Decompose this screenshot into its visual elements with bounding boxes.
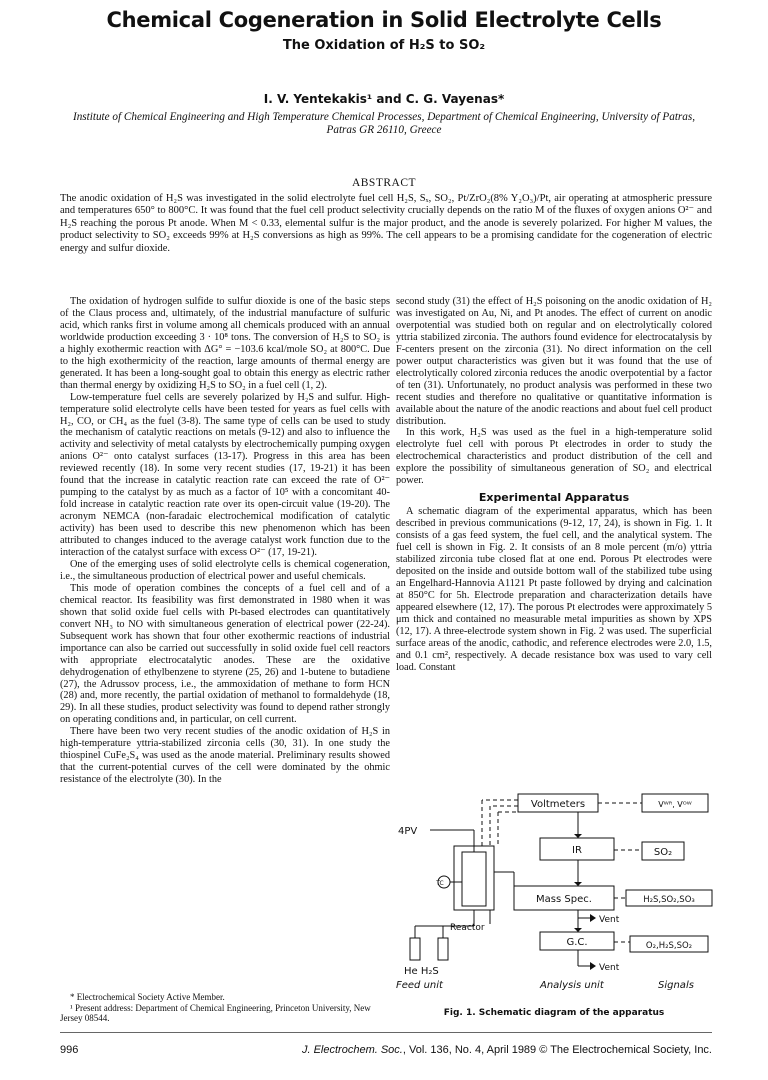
footnote: * Electrochemical Society Active Member. xyxy=(70,992,225,1002)
figure-caption: Fig. 1. Schematic diagram of the apparatus xyxy=(443,1008,665,1018)
signal-ms-label: H₂S,SO₂,SO₃ xyxy=(643,895,695,905)
paper-title: Chemical Cogeneration in Solid Electrolyte Cells xyxy=(106,8,662,32)
journal-citation xyxy=(302,1044,712,1056)
tc-label: TC xyxy=(436,880,444,887)
gc-label: G.C. xyxy=(566,937,588,948)
right-paragraph: second study (31) the effect of H₂S poisoning on the anodic oxidation of H₂ was investigated on Au, Ni, and Pt anodes. The effect of current on anodic overpotential was studied both on regular and on electrolytically colored yttria stabilized zirconia. The authors found evidence for electrocatalysis by F-centers present on the zirconia (31). No direct information on the cell power output characteristics was given but it was found that the use of electrolytically colored zirconia reduces the anodic overpotential by a factor of ten (31). Unfortunately, no product analysis was performed in these two recent studies and therefore no qualitative or quantitative information is available about the nature of the anodic reactions and about fuel cell product distribution. xyxy=(396,296,712,427)
mass-spec-label: Mass Spec. xyxy=(536,894,592,905)
figure-schematic xyxy=(390,790,720,1018)
analysis-unit-label: Analysis unit xyxy=(540,980,604,991)
ir-label: IR xyxy=(572,845,582,856)
vent-label-1: Vent xyxy=(599,915,620,925)
page-number: 996 xyxy=(60,1044,79,1056)
abstract-text: The anodic oxidation of H₂S was investigated in the solid electrolyte fuel cell H₂S, Sₓ, SO₂, Pt/ZrO₂(8% Y₂O₃)/Pt, air operating at atmospheric pressure and temperatures 650° to 800°C. It was found that the fuel cell product selectivity crucially depends on the ratio M of the fluxes of oxygen anions O²⁻ and H₂S reaching the porous Pt anode. When M < 0.33, elemental sulfur is the major product, and the anode is severely polarized. For higher M values, the product selectivity to SO₂ exceeds 99% at H₂S conversions as high as 99%. The cell appears to be a promising candidate for the cogeneration of electric energy and sulfur dioxide. xyxy=(60,193,712,254)
abstract-heading: ABSTRACT xyxy=(351,177,417,189)
h2s-cylinder xyxy=(438,938,448,960)
right-paragraph: In this work, H₂S was used as the fuel in a high-temperature solid electrolyte fuel cell with porous Pt electrodes in order to study the electrochemical characteristics and product distribution of the cell and explore the possibility of simultaneous generation of SO₂ and electrical power. xyxy=(396,427,712,487)
signals-label: Signals xyxy=(658,980,694,991)
left-paragraph: This mode of operation combines the concepts of a fuel cell and of a chemical reactor. Its feasibility was first demonstrated in 1980 when it was shown that solid oxide fuel cells with Pt-based electrodes can quantitatively convert NH₃ to NO with simultaneous generation of electrical power (22-24). Subsequent work has shown that four other exothermic reactions of industrial importance can also be carried out successfully in solid oxide fuel cell reactors with appropriate electrocatalytic anodes. These are the oxidative dehydrogenation of ethylbenzene to styrene (25, 26) and 1-butene to butadiene (27), the Adrussov process, i.e., the ammoxidation of methane to form HCN (28) and, more recently, the partial oxidation of methanol to formaldehyde (18, 29). In all these studies, product selectivity was found to depend rather strongly on operating conditions and, in particular, on cell current. xyxy=(60,582,390,726)
footnote: ¹ Present address: Department of Chemical Engineering, Princeton University, New Jersey 08544. xyxy=(60,1002,371,1023)
left-paragraph: One of the emerging uses of solid electrolyte cells is chemical cogeneration, i.e., the simultaneous production of electrical power and useful chemicals. xyxy=(60,558,390,582)
journal-volume: , Vol. 136, No. 4, April 1989 © The Electrochemical Society, Inc. xyxy=(402,1044,712,1056)
journal-name: J. Electrochem. Soc. xyxy=(301,1044,403,1056)
authors: I. V. Yentekakis¹ and C. G. Vayenas* xyxy=(263,92,505,106)
paper-subtitle: The Oxidation of H₂S to SO₂ xyxy=(282,38,486,53)
feed-unit-label: Feed unit xyxy=(396,980,443,991)
signal-ir-label: SO₂ xyxy=(653,847,673,858)
section-heading: Experimental Apparatus xyxy=(478,491,630,505)
signal-v-label: Vᵂᴿ, Vᴼᵂ xyxy=(658,800,692,809)
signal-gc-label: O₂,H₂S,SO₂ xyxy=(645,941,693,951)
left-column xyxy=(60,296,390,786)
reactor-vessel xyxy=(454,846,494,910)
apparatus-diagram xyxy=(390,790,720,1018)
affiliation: Institute of Chemical Engineering and High Temperature Chemical Processes, Department of Chemical Engineering, University of Patras, Patras GR 26110, Greece xyxy=(72,111,696,136)
reactor-label: Reactor xyxy=(450,923,485,933)
voltmeters-label: Voltmeters xyxy=(530,799,586,810)
he-cylinder xyxy=(410,938,420,960)
feed-gases-label: He H₂S xyxy=(404,966,439,977)
pv-label: 4PV xyxy=(398,826,418,837)
left-paragraph: There have been two very recent studies of the anodic oxidation of H₂S in high-temperature yttria-stabilized zirconia cells (30, 31). In one study the thiospinel CuFe₂S₄ was used as the anode material. Preliminary results showed that the current-potential curves of the cell were dominated by the ohmic resistance of the electrolyte (30). In the xyxy=(60,726,390,786)
footer-divider xyxy=(60,1032,712,1033)
left-paragraph: The oxidation of hydrogen sulfide to sulfur dioxide is one of the basic steps of the Claus process and, ultimately, of the industrial manufacture of sulfuric acid, which ranks first in volume among all chemicals produced with an annual worldwide production exceeding 3 · 10⁸ tons. The conversion of H₂S to SO₂ is a highly exothermic reaction with ΔG° = −103.6 kcal/mole SO₂ at 800°C. Due to the high exothermicity of the reaction, large amounts of thermal energy are generated. It has been a long-sought goal to obtain this energy as electric rather than thermal energy by oxidizing H₂S to SO₂ in a fuel cell (1, 2). xyxy=(60,296,390,391)
right-column xyxy=(396,296,712,674)
right-paragraph: A schematic diagram of the experimental apparatus, which has been described in previous communications (9-12, 17, 24), is shown in Fig. 1. It consists of a gas feed system, the fuel cell, and the analytical system. The fuel cell is shown in Fig. 2. It consists of an 8 mole percent (m/o) yttria stabilized zirconia tube closed flat at one end. Porous Pt electrodes were deposited on the inside and outside bottom wall of the stabilized tube using an Engelhard-Hannovia A1121 Pt paste followed by drying and calcination at 850°C for 5h. Electrode preparation and characterization details have appeared elsewhere (12, 17). The porous Pt electrodes were approximately 5 μm thick and contained no measurable metal impurities as shown by XPS (12, 17). A three-electrode system shown in Fig. 2 was used. The superficial surface areas of the anodic, cathodic, and reference electrodes were 2.0, 1.5, and 0.1 cm², respectively. A decade resistance box was used to vary cell load. Constant xyxy=(396,506,712,673)
footnotes xyxy=(60,992,390,1024)
vent-label-2: Vent xyxy=(599,963,620,973)
left-paragraph: Low-temperature fuel cells are severely polarized by H₂S and sulfur. High-temperature solid electrolyte cells have been tested for years as fuel cells with H₂, CO, or CH₄ as the fuel (3-8). The same type of cells can be used to study the mechanism of catalytic reactions on metals (9-12) and also to influence the activity and selectivity of metal catalysts by electrochemically pumping oxygen anions O²⁻ onto catalyst surfaces (13-17). Progress in this area has been reviewed recently (18). In some very recent studies (17, 19-21) it has been found that the increase in catalytic reaction rate can exceed the rate of O²⁻ pumping to the catalyst by as much as a factor of 10⁵ with a concomitant 40-fold increase in catalytic reaction rate over its open-circuit value (19-20). The acronym NEMCA (non-faradaic electrochemical modification of catalytic activity) has been used to describe this new phenomenon which has been attributed to changes induced to the average catalyst work function due to the interaction of the catalyst surface with excess O²⁻ (17, 19-21). xyxy=(60,391,390,559)
